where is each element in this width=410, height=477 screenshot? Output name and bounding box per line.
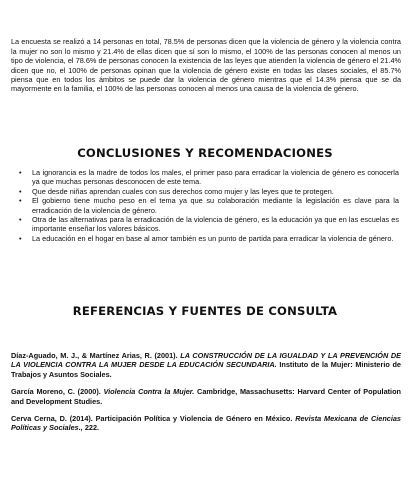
reference-publisher: Cambridge, Massachusetts: Harvard Center of Population and Development Studies. (11, 387, 401, 406)
conclusions-list (19, 168, 399, 243)
reference-entry (11, 351, 401, 379)
conclusion-item: • El gobierno tiene mucho peso en el tema ya que su colaboración mediante la legislación es clave para la erradicación de la violencia de género. (19, 196, 399, 215)
reference-title: LA CONSTRUCCIÓN DE LA IGUALDAD Y LA PREVENCIÓN DE LA VIOLENCIA CONTRA LA MUJER DESDE LA EDUCACIÓN SECUNDARIA. (11, 351, 402, 370)
conclusion-item: • La ignorancia es la madre de todos los males, el primer paso para erradicar la violencia de género es conocerla ya que muchas personas desconocen de este tema. (19, 168, 399, 187)
conclusion-item: • La educación en el hogar en base al amor también es un punto de partida para erradicar la violencia de género. (19, 234, 399, 243)
survey-results-paragraph: La encuesta se realizó a 14 personas en total, 78.5% de personas dicen que la violencia de género y la violencia contra la mujer no son lo mismo y 21.4% de ellas dicen que sí son lo mismo, el 100% de las personas conocen al menos un tipo de violencia, el 78.6% de personas conocen la existencia de las leyes que atienden la violencia de género el 21.4% dicen que no, el 100% de personas opinan que la violencia de género existe en todas las clases sociales, el 85.7% piensa que en todos los ámbitos se puede dar la violencia de género mientras que el 14.3% piensa que se da mayormente en la familia, el 100% de las personas conocen al menos una causa de la violencia de género. (11, 37, 401, 94)
reference-authors: García Moreno, C. (2000). (11, 387, 101, 397)
conclusion-item: • Otra de las alternativas para la erradicación de la violencia de género, es la educación ya que en las escuelas es importante enseñar los valores básicos. (19, 215, 399, 234)
references-heading: REFERENCIAS Y FUENTES DE CONSULTA (72, 304, 338, 318)
reference-title: Revista Mexicana de Ciencias Políticas y Sociales., (11, 414, 401, 433)
conclusions-heading: CONCLUSIONES Y RECOMENDACIONES (77, 146, 333, 160)
reference-publisher: Instituto de la Mujer: Ministerio de Trabajos y Asuntos Sociales. (11, 360, 401, 379)
reference-publisher: 222. (84, 423, 100, 433)
conclusion-item: • Que desde niñas aprendan cuales con sus derechos como mujer y las leyes que te protegen. (19, 187, 399, 196)
reference-entry (11, 387, 401, 406)
reference-entry (11, 414, 401, 433)
reference-authors: Díaz-Aguado, M. J., & Martínez Arias, R. (2001). (11, 351, 178, 360)
reference-title: Violencia Contra la Mujer. (103, 387, 195, 397)
references-list (11, 351, 401, 441)
reference-authors: Cerva Cerna, D. (2014). Participación Política y Violencia de Género en México. (11, 414, 293, 424)
